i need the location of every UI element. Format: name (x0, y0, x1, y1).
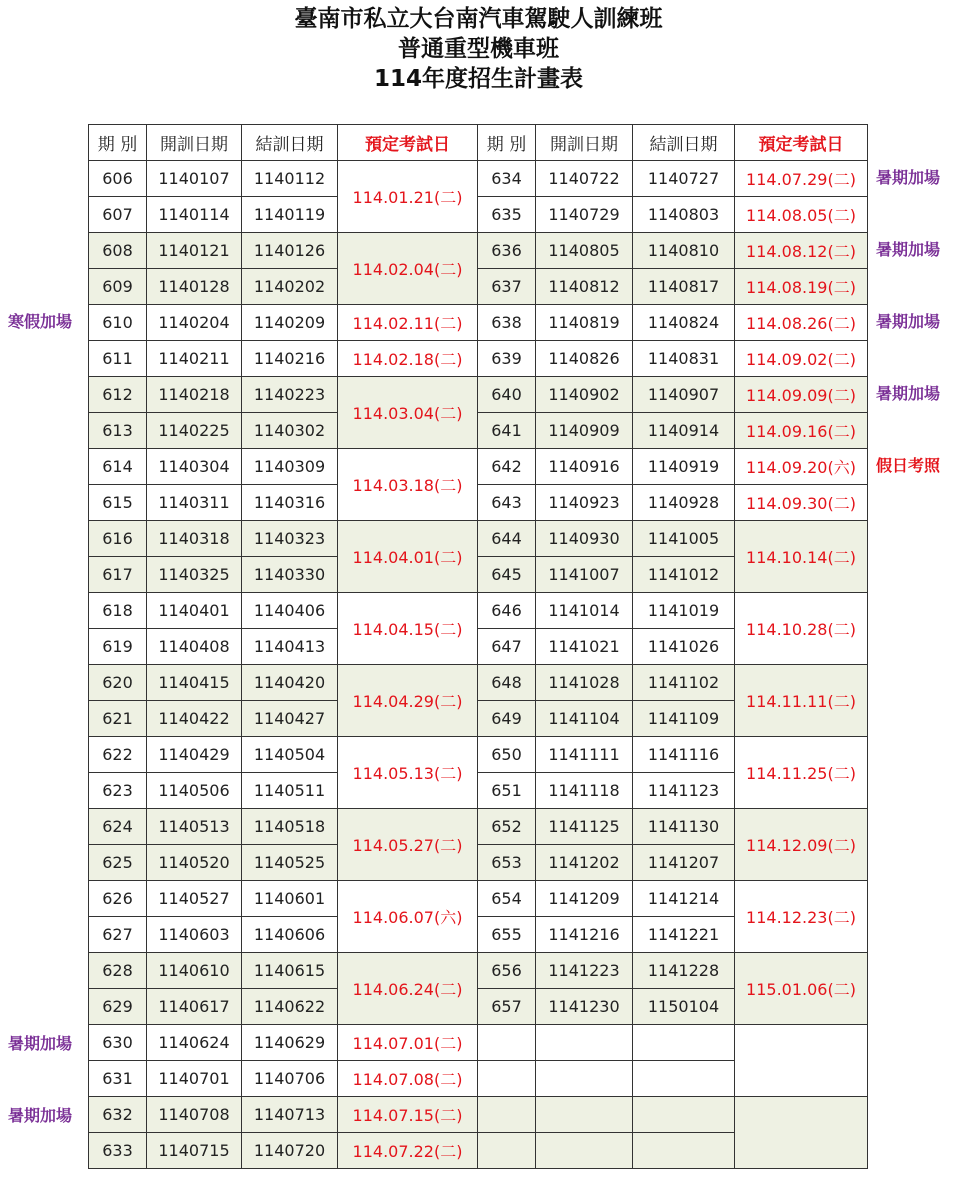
start-date-cell: 1140325 (147, 557, 242, 593)
period-cell: 606 (89, 161, 147, 197)
end-date-cell: 1141221 (633, 917, 735, 953)
exam-date-cell: 114.07.01(二) (338, 1025, 478, 1061)
end-date-cell: 1140216 (242, 341, 338, 377)
exam-date-cell: 114.08.05(二) (735, 197, 868, 233)
exam-date-cell: 115.01.06(二) (735, 953, 868, 1025)
end-date-cell: 1140525 (242, 845, 338, 881)
period-cell: 636 (478, 233, 536, 269)
start-date-cell: 1140114 (147, 197, 242, 233)
table-row (89, 305, 868, 341)
header-end-left: 結訓日期 (242, 125, 338, 161)
table-row (89, 665, 868, 701)
exam-date-cell: 114.08.26(二) (735, 305, 868, 341)
period-cell: 653 (478, 845, 536, 881)
title-block (0, 4, 957, 94)
schedule-table (88, 124, 868, 1169)
period-cell: 627 (89, 917, 147, 953)
period-cell: 652 (478, 809, 536, 845)
header-start-right: 開訓日期 (536, 125, 633, 161)
period-cell: 638 (478, 305, 536, 341)
header-row (89, 125, 868, 161)
end-date-cell: 1140622 (242, 989, 338, 1025)
exam-date-cell: 114.03.18(二) (338, 449, 478, 521)
exam-date-cell: 114.11.25(二) (735, 737, 868, 809)
end-date-cell: 1140810 (633, 233, 735, 269)
start-date-cell: 1140506 (147, 773, 242, 809)
note-summer-extra: 暑期加場 (876, 312, 941, 331)
end-date-cell: 1141228 (633, 953, 735, 989)
period-cell: 639 (478, 341, 536, 377)
period-cell: 641 (478, 413, 536, 449)
empty-cell (633, 1133, 735, 1169)
end-date-cell: 1141130 (633, 809, 735, 845)
start-date-cell: 1140610 (147, 953, 242, 989)
exam-date-cell: 114.07.08(二) (338, 1061, 478, 1097)
period-cell: 617 (89, 557, 147, 593)
period-cell: 631 (89, 1061, 147, 1097)
end-date-cell: 1140817 (633, 269, 735, 305)
header-exam-left: 預定考試日 (338, 125, 478, 161)
start-date-cell: 1141021 (536, 629, 633, 665)
start-date-cell: 1140218 (147, 377, 242, 413)
header-exam-right: 預定考試日 (735, 125, 868, 161)
start-date-cell: 1141202 (536, 845, 633, 881)
start-date-cell: 1140107 (147, 161, 242, 197)
period-cell: 644 (478, 521, 536, 557)
start-date-cell: 1141014 (536, 593, 633, 629)
exam-date-cell: 114.10.14(二) (735, 521, 868, 593)
note-summer-extra: 暑期加場 (876, 240, 941, 259)
end-date-cell: 1140511 (242, 773, 338, 809)
note-summer-extra: 暑期加場 (876, 384, 941, 403)
table-row (89, 197, 868, 233)
end-date-cell: 1140518 (242, 809, 338, 845)
period-cell: 643 (478, 485, 536, 521)
period-cell: 613 (89, 413, 147, 449)
period-cell: 634 (478, 161, 536, 197)
note-summer-extra: 暑期加場 (8, 1034, 73, 1053)
end-date-cell: 1140824 (633, 305, 735, 341)
period-cell: 621 (89, 701, 147, 737)
period-cell: 628 (89, 953, 147, 989)
start-date-cell: 1140916 (536, 449, 633, 485)
period-cell: 635 (478, 197, 536, 233)
start-date-cell: 1140617 (147, 989, 242, 1025)
start-date-cell: 1140422 (147, 701, 242, 737)
exam-date-cell: 114.07.29(二) (735, 161, 868, 197)
period-cell: 655 (478, 917, 536, 953)
start-date-cell: 1140708 (147, 1097, 242, 1133)
period-cell: 611 (89, 341, 147, 377)
start-date-cell: 1140715 (147, 1133, 242, 1169)
end-date-cell: 1140119 (242, 197, 338, 233)
exam-date-cell: 114.09.30(二) (735, 485, 868, 521)
end-date-cell: 1140202 (242, 269, 338, 305)
exam-date-cell: 114.03.04(二) (338, 377, 478, 449)
end-date-cell: 1140427 (242, 701, 338, 737)
exam-date-cell: 114.02.11(二) (338, 305, 478, 341)
end-date-cell: 1140928 (633, 485, 735, 521)
table-row (89, 1025, 868, 1061)
empty-cell (478, 1025, 536, 1061)
period-cell: 637 (478, 269, 536, 305)
exam-date-cell: 114.05.13(二) (338, 737, 478, 809)
period-cell: 623 (89, 773, 147, 809)
start-date-cell: 1141118 (536, 773, 633, 809)
start-date-cell: 1141007 (536, 557, 633, 593)
header-period-left: 期 別 (89, 125, 147, 161)
period-cell: 622 (89, 737, 147, 773)
start-date-cell: 1140923 (536, 485, 633, 521)
exam-date-cell: 114.12.09(二) (735, 809, 868, 881)
period-cell: 609 (89, 269, 147, 305)
exam-date-cell: 114.04.01(二) (338, 521, 478, 593)
table-row (89, 809, 868, 845)
start-date-cell: 1141125 (536, 809, 633, 845)
start-date-cell: 1140805 (536, 233, 633, 269)
period-cell: 614 (89, 449, 147, 485)
period-cell: 633 (89, 1133, 147, 1169)
table-row (89, 953, 868, 989)
end-date-cell: 1140413 (242, 629, 338, 665)
end-date-cell: 1141005 (633, 521, 735, 557)
end-date-cell: 1140907 (633, 377, 735, 413)
period-cell: 610 (89, 305, 147, 341)
title-class: 普通重型機車班 (398, 36, 559, 62)
start-date-cell: 1140401 (147, 593, 242, 629)
end-date-cell: 1141207 (633, 845, 735, 881)
end-date-cell: 1141012 (633, 557, 735, 593)
start-date-cell: 1140826 (536, 341, 633, 377)
end-date-cell: 1140803 (633, 197, 735, 233)
end-date-cell: 1140223 (242, 377, 338, 413)
note-summer-extra: 暑期加場 (876, 168, 941, 187)
start-date-cell: 1140204 (147, 305, 242, 341)
empty-cell (478, 1061, 536, 1097)
start-date-cell: 1140909 (536, 413, 633, 449)
start-date-cell: 1141209 (536, 881, 633, 917)
period-cell: 607 (89, 197, 147, 233)
table-row (89, 521, 868, 557)
exam-date-cell: 114.10.28(二) (735, 593, 868, 665)
end-date-cell: 1140330 (242, 557, 338, 593)
table-row (89, 413, 868, 449)
start-date-cell: 1140121 (147, 233, 242, 269)
empty-cell (536, 1133, 633, 1169)
end-date-cell: 1140420 (242, 665, 338, 701)
period-cell: 619 (89, 629, 147, 665)
empty-cell (633, 1061, 735, 1097)
start-date-cell: 1140225 (147, 413, 242, 449)
exam-date-cell: 114.08.12(二) (735, 233, 868, 269)
exam-date-cell: 114.08.19(二) (735, 269, 868, 305)
start-date-cell: 1140415 (147, 665, 242, 701)
start-date-cell: 1141104 (536, 701, 633, 737)
note-winter-extra: 寒假加場 (8, 312, 73, 331)
end-date-cell: 1141214 (633, 881, 735, 917)
title-plan: 114年度招生計畫表 (373, 66, 583, 92)
exam-date-cell: 114.07.22(二) (338, 1133, 478, 1169)
table-row (89, 449, 868, 485)
end-date-cell: 1140713 (242, 1097, 338, 1133)
period-cell: 629 (89, 989, 147, 1025)
empty-cell (536, 1061, 633, 1097)
end-date-cell: 1140323 (242, 521, 338, 557)
header-start-left: 開訓日期 (147, 125, 242, 161)
start-date-cell: 1140930 (536, 521, 633, 557)
exam-date-cell: 114.09.09(二) (735, 377, 868, 413)
table-row (89, 1097, 868, 1133)
table-row (89, 593, 868, 629)
exam-date-cell: 114.04.15(二) (338, 593, 478, 665)
period-cell: 626 (89, 881, 147, 917)
exam-date-cell: 114.02.04(二) (338, 233, 478, 305)
period-cell: 620 (89, 665, 147, 701)
table-row (89, 233, 868, 269)
exam-date-cell: 114.06.07(六) (338, 881, 478, 953)
start-date-cell: 1140819 (536, 305, 633, 341)
end-date-cell: 1141026 (633, 629, 735, 665)
empty-cell (735, 1025, 868, 1097)
exam-date-cell: 114.11.11(二) (735, 665, 868, 737)
note-summer-extra: 暑期加場 (8, 1106, 73, 1125)
end-date-cell: 1140831 (633, 341, 735, 377)
empty-cell (633, 1097, 735, 1133)
period-cell: 646 (478, 593, 536, 629)
exam-date-cell: 114.05.27(二) (338, 809, 478, 881)
table-row (89, 737, 868, 773)
end-date-cell: 1141102 (633, 665, 735, 701)
exam-date-cell: 114.09.02(二) (735, 341, 868, 377)
end-date-cell: 1140504 (242, 737, 338, 773)
start-date-cell: 1140624 (147, 1025, 242, 1061)
header-end-right: 結訓日期 (633, 125, 735, 161)
end-date-cell: 1140309 (242, 449, 338, 485)
end-date-cell: 1141109 (633, 701, 735, 737)
exam-date-cell: 114.09.20(六) (735, 449, 868, 485)
start-date-cell: 1140812 (536, 269, 633, 305)
period-cell: 649 (478, 701, 536, 737)
start-date-cell: 1140729 (536, 197, 633, 233)
start-date-cell: 1141223 (536, 953, 633, 989)
end-date-cell: 1140126 (242, 233, 338, 269)
start-date-cell: 1140128 (147, 269, 242, 305)
table-row (89, 881, 868, 917)
start-date-cell: 1140304 (147, 449, 242, 485)
period-cell: 657 (478, 989, 536, 1025)
empty-cell (478, 1133, 536, 1169)
end-date-cell: 1140406 (242, 593, 338, 629)
end-date-cell: 1140615 (242, 953, 338, 989)
period-cell: 632 (89, 1097, 147, 1133)
table-row (89, 377, 868, 413)
end-date-cell: 1141123 (633, 773, 735, 809)
exam-date-cell: 114.09.16(二) (735, 413, 868, 449)
end-date-cell: 1140302 (242, 413, 338, 449)
exam-date-cell: 114.07.15(二) (338, 1097, 478, 1133)
end-date-cell: 1140914 (633, 413, 735, 449)
period-cell: 625 (89, 845, 147, 881)
exam-date-cell: 114.06.24(二) (338, 953, 478, 1025)
start-date-cell: 1140701 (147, 1061, 242, 1097)
period-cell: 640 (478, 377, 536, 413)
table-row (89, 341, 868, 377)
table-row (89, 485, 868, 521)
empty-cell (633, 1025, 735, 1061)
start-date-cell: 1140318 (147, 521, 242, 557)
end-date-cell: 1141019 (633, 593, 735, 629)
period-cell: 648 (478, 665, 536, 701)
end-date-cell: 1140629 (242, 1025, 338, 1061)
empty-cell (478, 1097, 536, 1133)
start-date-cell: 1140311 (147, 485, 242, 521)
end-date-cell: 1140601 (242, 881, 338, 917)
start-date-cell: 1140408 (147, 629, 242, 665)
end-date-cell: 1141116 (633, 737, 735, 773)
table-row (89, 161, 868, 197)
period-cell: 654 (478, 881, 536, 917)
end-date-cell: 1150104 (633, 989, 735, 1025)
empty-cell (536, 1025, 633, 1061)
period-cell: 656 (478, 953, 536, 989)
period-cell: 615 (89, 485, 147, 521)
start-date-cell: 1140429 (147, 737, 242, 773)
exam-date-cell: 114.01.21(二) (338, 161, 478, 233)
empty-cell (536, 1097, 633, 1133)
start-date-cell: 1140513 (147, 809, 242, 845)
start-date-cell: 1141028 (536, 665, 633, 701)
start-date-cell: 1140603 (147, 917, 242, 953)
start-date-cell: 1141111 (536, 737, 633, 773)
period-cell: 618 (89, 593, 147, 629)
end-date-cell: 1140706 (242, 1061, 338, 1097)
period-cell: 651 (478, 773, 536, 809)
end-date-cell: 1140720 (242, 1133, 338, 1169)
start-date-cell: 1140902 (536, 377, 633, 413)
period-cell: 650 (478, 737, 536, 773)
period-cell: 612 (89, 377, 147, 413)
start-date-cell: 1140211 (147, 341, 242, 377)
start-date-cell: 1141216 (536, 917, 633, 953)
period-cell: 608 (89, 233, 147, 269)
period-cell: 624 (89, 809, 147, 845)
exam-date-cell: 114.12.23(二) (735, 881, 868, 953)
end-date-cell: 1140919 (633, 449, 735, 485)
note-holiday-exam: 假日考照 (876, 456, 941, 475)
period-cell: 630 (89, 1025, 147, 1061)
header-period-right: 期 別 (478, 125, 536, 161)
title-school: 臺南市私立大台南汽車駕駛人訓練班 (294, 6, 663, 32)
period-cell: 616 (89, 521, 147, 557)
start-date-cell: 1140520 (147, 845, 242, 881)
start-date-cell: 1141230 (536, 989, 633, 1025)
exam-date-cell: 114.02.18(二) (338, 341, 478, 377)
start-date-cell: 1140527 (147, 881, 242, 917)
period-cell: 645 (478, 557, 536, 593)
period-cell: 642 (478, 449, 536, 485)
end-date-cell: 1140316 (242, 485, 338, 521)
end-date-cell: 1140209 (242, 305, 338, 341)
exam-date-cell: 114.04.29(二) (338, 665, 478, 737)
empty-cell (735, 1097, 868, 1169)
end-date-cell: 1140606 (242, 917, 338, 953)
period-cell: 647 (478, 629, 536, 665)
start-date-cell: 1140722 (536, 161, 633, 197)
table-row (89, 269, 868, 305)
end-date-cell: 1140112 (242, 161, 338, 197)
end-date-cell: 1140727 (633, 161, 735, 197)
